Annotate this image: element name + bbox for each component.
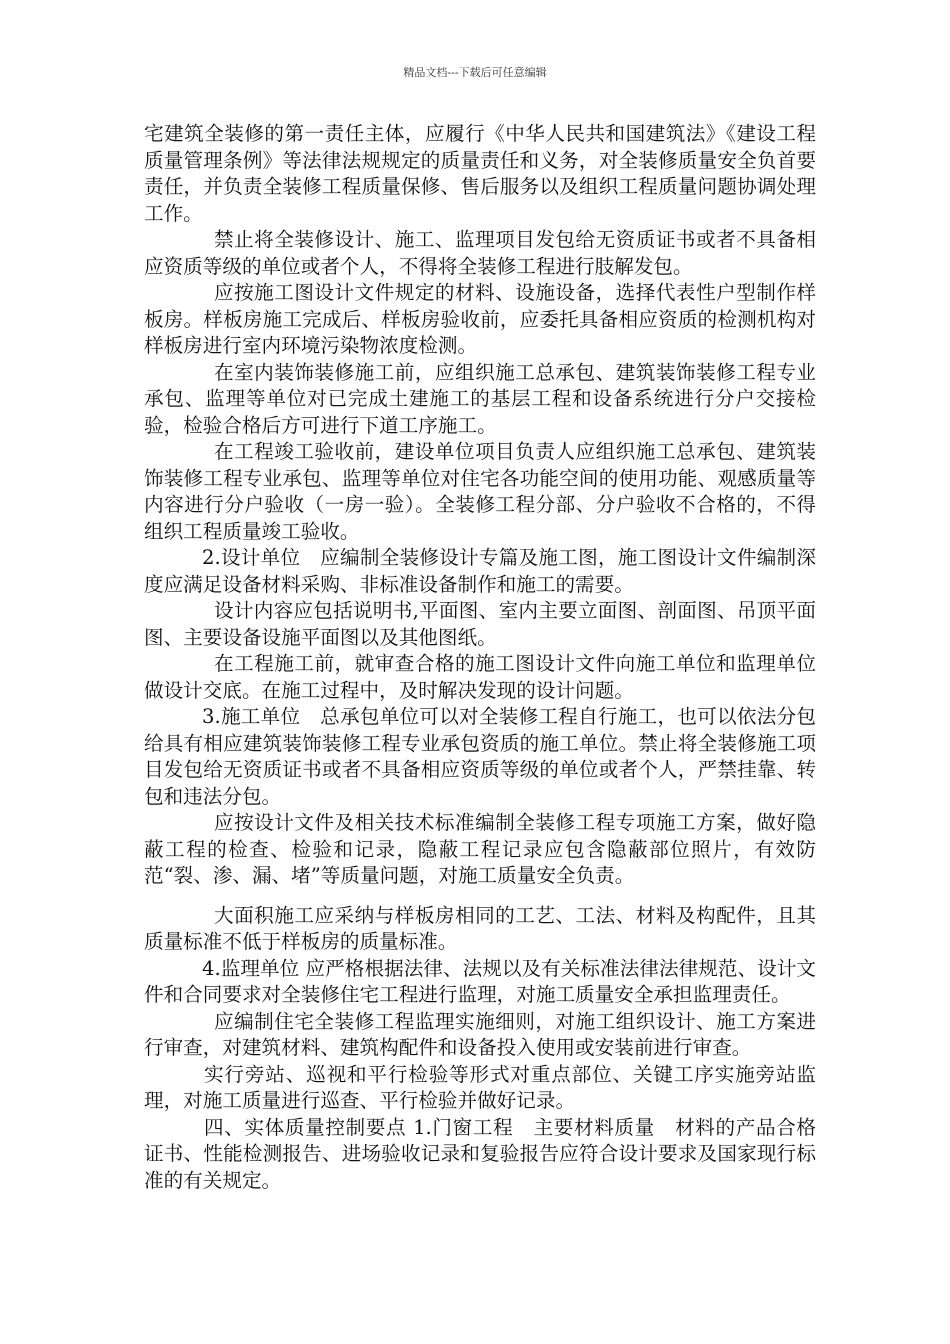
paragraph: 4.监理单位 应严格根据法律、法规以及有关标准法律法律规范、设计文件和合同要求对全装修住宅工程进行监理，对施工质量安全承担监理责任。	[144, 956, 816, 1006]
paragraph: 应按施工图设计文件规定的材料、设施设备，选择代表性户型制作样板房。样板房施工完成后、样板房验收前，应委托具备相应资质的检测机构对样板房进行室内环境污染物浓度检测。	[144, 281, 816, 357]
page-header: 精品文档---下载后可任意编辑	[403, 66, 547, 79]
paragraph: 应编制住宅全装修工程监理实施细则，对施工组织设计、施工方案进行审查，对建筑材料、建筑构配件和设备投入使用或安装前进行审查。	[144, 1009, 816, 1059]
paragraph: 大面积施工应采纳与样板房相同的工艺、工法、材料及构配件，且其质量标准不低于样板房的质量标准。	[144, 903, 816, 953]
paragraph: 3.施工单位 总承包单位可以对全装修工程自行施工，也可以依法分包给具有相应建筑装饰装修工程专业承包资质的施工单位。禁止将全装修施工项目发包给无资质证书或者不具备相应资质等级的单位或者个人，严禁挂靠、转包和违法分包。	[144, 705, 816, 808]
paragraph: 设计内容应包括说明书,平面图、室内主要立面图、剖面图、吊顶平面图、主要设备设施平面图以及其他图纸。	[144, 599, 816, 649]
document-body	[144, 121, 816, 1194]
paragraph: 2.设计单位 应编制全装修设计专篇及施工图，施工图设计文件编制深度应满足设备材料采购、非标准设备制作和施工的需要。	[144, 546, 816, 596]
paragraph: 实行旁站、巡视和平行检验等形式对重点部位、关键工序实施旁站监理，对施工质量进行巡查、平行检验并做好记录。	[144, 1062, 816, 1112]
paragraph: 四、实体质量控制要点 1.门窗工程 主要材料质量 材料的产品合格证书、性能检测报告、进场验收记录和复验报告应符合设计要求及国家现行标准的有关规定。	[144, 1115, 816, 1192]
paragraph: 禁止将全装修设计、施工、监理项目发包给无资质证书或者不具备相应资质等级的单位或者个人，不得将全装修工程进行肢解发包。	[144, 228, 816, 278]
paragraph: 在工程施工前，就审查合格的施工图设计文件向施工单位和监理单位做设计交底。在施工过程中，及时解决发现的设计问题。	[144, 652, 816, 702]
paragraph: 宅建筑全装修的第一责任主体，应履行《中华人民共和国建筑法》《建设工程质量管理条例》等法律法规规定的质量责任和义务，对全装修质量安全负首要责任，并负责全装修工程质量保修、售后服务以及组织工程质量问题协调处理工作。	[144, 122, 816, 225]
paragraph: 在工程竣工验收前，建设单位项目负责人应组织施工总承包、建筑装饰装修工程专业承包、监理等单位对住宅各功能空间的使用功能、观感质量等内容进行分户验收（一房一验）。全装修工程分部、分户验收不合格的，不得组织工程质量竣工验收。	[144, 440, 816, 543]
paragraph: 在室内装饰装修施工前，应组织施工总承包、建筑装饰装修工程专业承包、监理等单位对已完成土建施工的基层工程和设备系统进行分户交接检验，检验合格后方可进行下道工序施工。	[144, 360, 816, 437]
paragraph: 应按设计文件及相关技术标准编制全装修工程专项施工方案，做好隐蔽工程的检查、检验和记录，隐蔽工程记录应包含隐蔽部位照片，有效防范“裂、渗、漏、堵”等质量问题，对施工质量安全负责。	[144, 811, 816, 887]
